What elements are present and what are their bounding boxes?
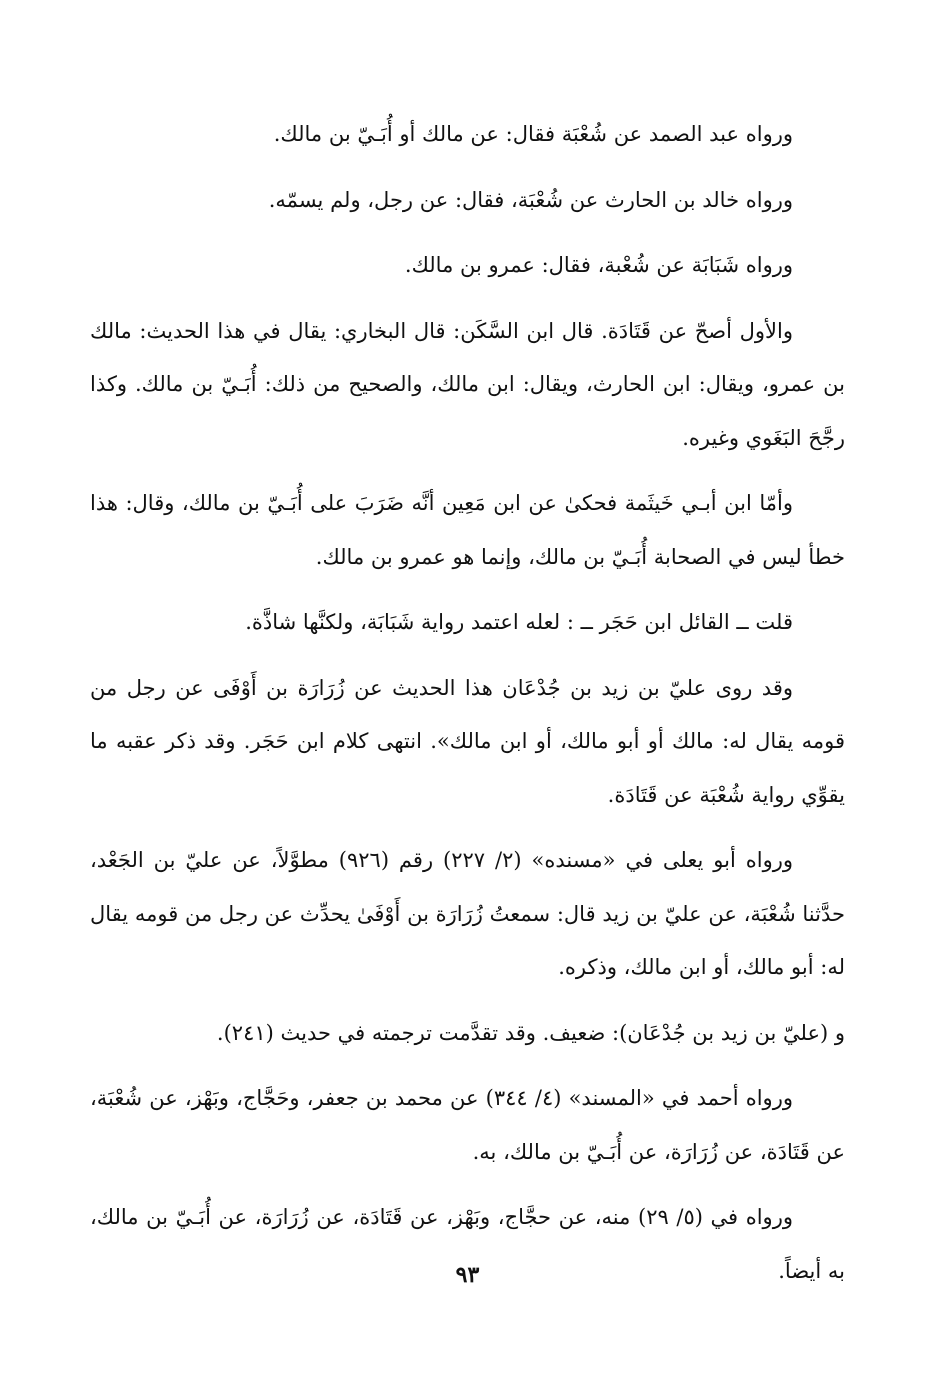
paragraph-1: ورواه عبد الصمد عن شُعْبَة فقال: عن مالك أو أُبَـيّ بن مالك. (273, 122, 793, 146)
paragraph-2: ورواه خالد بن الحارث عن شُعْبَة، فقال: عن رجل، ولم يسمّه. (268, 187, 793, 212)
paragraph-4: والأول أصحّ عن قَتَادَة. قال ابن السَّكَن: قال البخاري: يقال في هذا الحديث: مالك بن عمرو، ويقال: ابن الحارث، ويقال: ابن مالك، والصحيح من ذلك: أُبَـيّ بن مالك. وكذا رجَّحَ البَغَوي وغيره. (90, 318, 845, 450)
paragraph-8: ورواه أبو يعلى في «مسنده» (٢/ ٢٢٧) رقم (٩٢٦) مطوَّلاً، عن عليّ بن الجَعْد، حدَّثنا شُعْبَة، عن عليّ بن زيد قال: سمعتُ زُرَارَة بن أَوْفَىٰ يحدِّث عن رجل من قومه يقال له: أبو مالك، أو ابن مالك، وذكره. (90, 848, 845, 979)
paragraph-10: ورواه أحمد في «المسند» (٤/ ٣٤٤) عن محمد بن جعفر، وحَجَّاج، وبَهْز، عن شُعْبَة، عن قَتَادَة، عن زُرَارَة، عن أُبَـيّ بن مالك، به. (90, 1086, 845, 1164)
paragraph-9: و (عليّ بن زيد بن جُدْعَان): ضعيف. وقد تقدَّمت ترجمته في حديث (٢٤١). (216, 1020, 845, 1045)
paragraph-7: وقد روى عليّ بن زيد بن جُدْعَان هذا الحديث عن زُرَارَة بن أَوْفَى عن رجل من قومه يقال له: مالك أو أبو مالك، أو ابن مالك». انتهى كلام ابن حَجَر. وقد ذكر عقبه ما يقوِّي رواية شُعْبَة عن قَتَادَة. (90, 675, 845, 807)
paragraph-6: قلت ــ القائل ابن حَجَر ــ : لعله اعتمد رواية شَبَابَة، ولكنَّها شاذَّة. (245, 610, 793, 634)
page-number: ٩٣ (455, 1262, 480, 1288)
paragraph-11: ورواه في (٥/ ٢٩) منه، عن حجَّاج، وبَهْز، عن قَتَادَة، عن زُرَارَة، عن أُبَـيّ بن مالك، به أيضاً. (90, 1205, 845, 1283)
paragraph-3: ورواه شَبَابَة عن شُعْبة، فقال: عمرو بن مالك. (404, 253, 793, 277)
paragraph-5: وأمّا ابن أبـي خَيثَمة فحكىٰ عن ابن مَعِين أنَّه ضَرَبَ على أُبَـيّ بن مالك، وقال: هذا خطأ ليس في الصحابة أُبَـيّ بن مالك، وإنما هو عمرو بن مالك. (90, 491, 845, 569)
page-body (90, 108, 845, 1310)
